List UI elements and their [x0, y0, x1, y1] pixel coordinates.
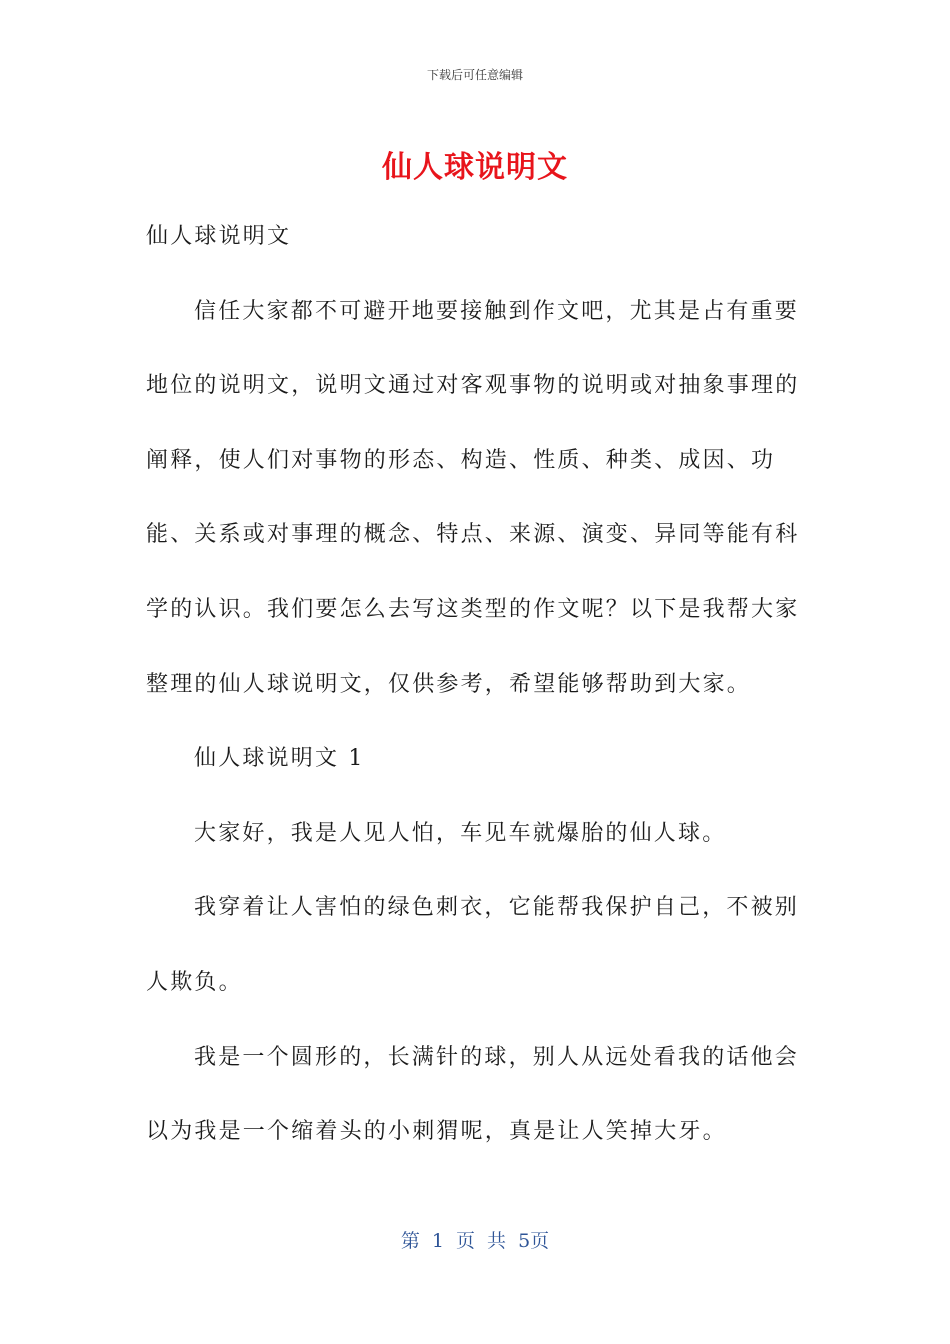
paragraph: 我是一个圆形的，长满针的球，别人从远处看我的话他会以为我是一个缩着头的小刺猬呢，真是让人笑掉大牙。: [146, 1044, 800, 1145]
paragraph: 我穿着让人害怕的绿色刺衣，它能帮我保护自己，不被别人欺负。: [146, 895, 800, 995]
page-footer: [0, 1226, 950, 1253]
paragraph: 大家好，我是人见人怕，车见车就爆胎的仙人球。: [194, 820, 727, 846]
document-title: 仙人球说明文: [382, 150, 568, 185]
paragraph: 信任大家都不可避开地要接触到作文吧，尤其是占有重要地位的说明文，说明文通过对客观事物的说明或对抽象事理的阐释，使人们对事物的形态、构造、性质、种类、成因、功能、关系或对事理的概念、特点、来源、演变、异同等能有科学的认识。我们要怎么去写这类型的作文呢？以下是我帮大家整理的仙人球说明文，仅供参考，希望能够帮助到大家。: [146, 298, 800, 697]
document-body: [146, 200, 814, 1170]
header-note: 下载后可任意编辑: [426, 68, 523, 82]
subtitle-line: 仙人球说明文: [146, 224, 292, 249]
page-number-label: 第 1 页 共 5页: [400, 1230, 550, 1252]
section-heading: 仙人球说明文 1: [194, 746, 365, 772]
